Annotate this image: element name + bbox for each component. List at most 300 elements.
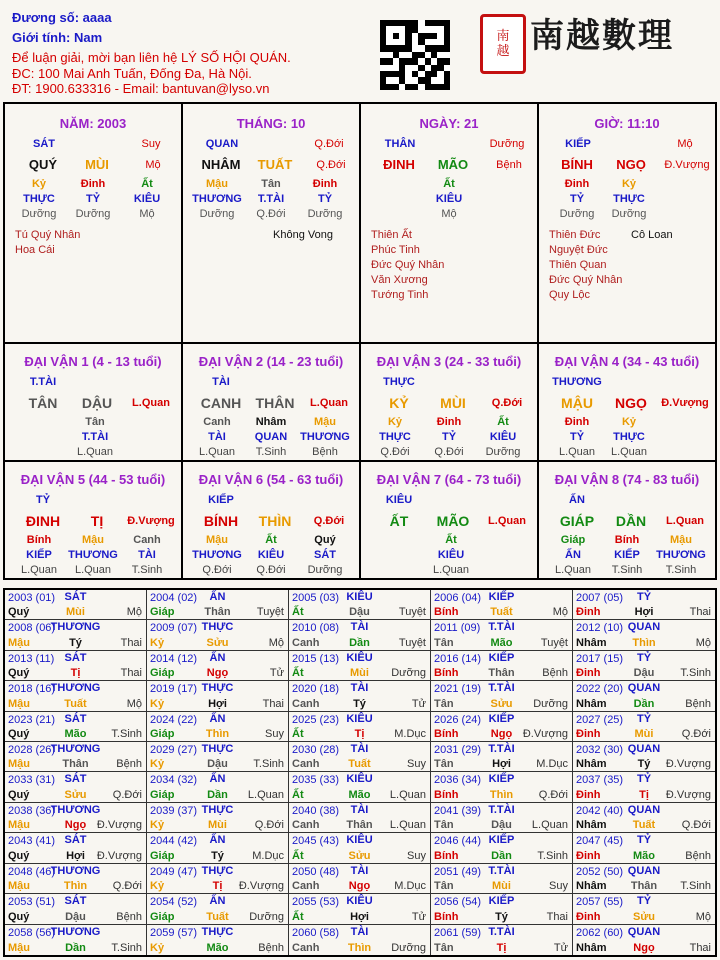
dai-van-hidden-stem: Bính bbox=[614, 534, 640, 546]
year-stage: Q.Đới bbox=[681, 819, 711, 832]
dai-van-cell bbox=[539, 462, 715, 578]
pillar-cell bbox=[539, 104, 715, 344]
red-seal-logo bbox=[480, 14, 526, 74]
pillar-hidden-stem: Ất bbox=[443, 178, 455, 190]
pillar-hidden-stem: Kỷ bbox=[31, 178, 47, 190]
pillar-right-stage: Mộ bbox=[677, 138, 693, 150]
year-stem: Tân bbox=[434, 697, 454, 710]
qr-code-icon[interactable] bbox=[380, 20, 450, 90]
dai-van-hidden-stem: Giáp bbox=[560, 534, 586, 546]
year-branch: Thân bbox=[630, 880, 658, 893]
year-branch: Hợi bbox=[350, 910, 369, 923]
year-branch: Mùi bbox=[492, 880, 511, 893]
year-branch: Sửu bbox=[348, 849, 371, 862]
brand-logo-text: 南越數理 bbox=[530, 16, 674, 56]
year-branch: Tị bbox=[70, 667, 81, 680]
year-cell bbox=[289, 772, 431, 802]
pillar-branch: TUẤT bbox=[257, 157, 293, 172]
year-stage: M.Dục bbox=[536, 758, 568, 771]
year-stem: Ất bbox=[292, 788, 304, 801]
year-stage: Đ.Vượng bbox=[96, 849, 142, 862]
year-stage: Thai bbox=[120, 667, 142, 680]
year-ten-god: ẤN bbox=[209, 651, 226, 664]
year-cell bbox=[573, 772, 715, 802]
dai-van-ten-god: KIẾP bbox=[26, 549, 52, 561]
year-ten-god: THỰC bbox=[201, 803, 234, 816]
year-branch: Ngọ bbox=[64, 819, 87, 832]
year-ten-god: THỰC bbox=[201, 621, 234, 634]
year-stem: Kỷ bbox=[150, 758, 165, 771]
dai-van-star: TÀI bbox=[212, 376, 230, 388]
year-stem: Quý bbox=[8, 728, 30, 741]
year-branch: Tuất bbox=[206, 910, 229, 923]
year-branch: Thân bbox=[346, 819, 373, 832]
dai-van-hidden-stem: Ất bbox=[445, 534, 457, 546]
dai-van-state: L.Quan bbox=[558, 446, 596, 458]
year-stage: Thai bbox=[546, 910, 568, 923]
year-branch: Tuất bbox=[490, 606, 513, 619]
pillar-state: Dưỡng bbox=[199, 208, 235, 220]
year-cell bbox=[5, 864, 147, 894]
header bbox=[0, 0, 720, 98]
year-ten-god: KIẾP bbox=[488, 591, 515, 603]
pillar-state: Dưỡng bbox=[611, 208, 647, 220]
year-cell bbox=[147, 894, 289, 924]
year-stem: Quý bbox=[8, 849, 30, 862]
year-label: 2019 (17) bbox=[150, 683, 198, 696]
year-stage: Mộ bbox=[695, 636, 711, 649]
year-stem: Bính bbox=[434, 728, 459, 741]
year-branch: Tý bbox=[353, 697, 366, 710]
year-label: 2036 (34) bbox=[434, 774, 482, 787]
year-label: 2005 (03) bbox=[292, 592, 340, 604]
year-stage: Mộ bbox=[552, 606, 568, 619]
year-stem: Ất bbox=[292, 910, 304, 923]
year-ten-god: TÀI bbox=[350, 803, 369, 816]
year-ten-god: QUAN bbox=[627, 803, 661, 816]
year-ten-god: THƯƠNG bbox=[50, 621, 101, 634]
year-ten-god: SÁT bbox=[64, 895, 87, 908]
year-branch: Dần bbox=[65, 941, 86, 954]
year-stage: Tuyệt bbox=[540, 636, 568, 649]
year-ten-god: KIẾP bbox=[488, 773, 515, 786]
year-stage: Đ.Vượng bbox=[522, 728, 568, 741]
dai-van-stem: TÂN bbox=[28, 395, 58, 411]
year-stage: T.Sinh bbox=[680, 880, 711, 893]
pillar-state: Dưỡng bbox=[559, 208, 595, 220]
pillar-hidden-stem: Tân bbox=[261, 178, 281, 190]
pillar-state: Q.Đới bbox=[256, 208, 286, 220]
year-branch: Tý bbox=[637, 758, 651, 771]
phone-email-line[interactable]: ĐT: 1900.633316 - Email: bantuvan@lyso.vn bbox=[12, 81, 270, 96]
year-branch: Dậu bbox=[65, 910, 86, 923]
year-cell bbox=[289, 925, 431, 955]
year-stem: Kỷ bbox=[150, 880, 165, 893]
year-ten-god: T.TÀI bbox=[488, 803, 515, 816]
year-ten-god: SÁT bbox=[64, 834, 87, 847]
dai-van-ten-god: TỶ bbox=[569, 431, 585, 443]
year-stage: Suy bbox=[265, 728, 284, 741]
dai-van-title: ĐẠI VẬN 5 (44 - 53 tuổi) bbox=[20, 472, 166, 487]
year-label: 2006 (04) bbox=[434, 592, 482, 604]
pillar-shensha-note: Nguyệt Đức bbox=[549, 244, 608, 256]
year-cell bbox=[573, 712, 715, 742]
pillar-stem: QUÝ bbox=[28, 157, 58, 172]
year-branch: Mão bbox=[633, 849, 655, 862]
year-stage: Mộ bbox=[695, 910, 711, 923]
pillar-right-stage: Dưỡng bbox=[489, 138, 525, 150]
year-stage: Tử bbox=[553, 941, 568, 954]
year-label: 2035 (33) bbox=[292, 774, 340, 787]
year-cell bbox=[5, 742, 147, 772]
year-ten-god: THỰC bbox=[201, 682, 234, 695]
year-cell bbox=[147, 772, 289, 802]
year-ten-god: T.TÀI bbox=[488, 864, 515, 877]
year-stem: Bính bbox=[434, 788, 459, 801]
year-cell bbox=[5, 772, 147, 802]
pillar-hidden-stem: Mậu bbox=[206, 178, 228, 190]
year-stem: Mậu bbox=[8, 880, 30, 893]
year-label: 2046 (44) bbox=[434, 835, 482, 848]
year-stage: Mộ bbox=[126, 697, 142, 710]
year-branch: Ngọ bbox=[348, 880, 371, 893]
dai-van-hidden-stem: Kỷ bbox=[387, 416, 403, 428]
pillar-state: Mộ bbox=[441, 208, 457, 220]
year-cell bbox=[289, 864, 431, 894]
year-stage: Thai bbox=[689, 941, 711, 954]
year-stem: Nhâm bbox=[576, 636, 607, 649]
year-cell bbox=[573, 651, 715, 681]
pillar-ten-god: KIÊU bbox=[133, 193, 161, 205]
year-label: 2040 (38) bbox=[292, 804, 340, 817]
dai-van-state: L.Quan bbox=[74, 564, 112, 576]
seal-char: 越 bbox=[496, 44, 510, 59]
pillar-shensha-note: Đức Quý Nhân bbox=[549, 274, 623, 286]
year-ten-god: ẤN bbox=[209, 591, 226, 603]
year-ten-god: THƯƠNG bbox=[50, 682, 101, 695]
year-label: 2011 (09) bbox=[434, 622, 481, 635]
dai-van-hidden-stem: Quý bbox=[314, 534, 336, 546]
dai-van-branch: DẦN bbox=[615, 513, 647, 529]
pillar-title: GIỜ: 11:10 bbox=[594, 116, 660, 131]
pillar-cell bbox=[361, 104, 539, 344]
dai-van-ten-god: T.TÀI bbox=[81, 431, 109, 443]
year-label: 2026 (24) bbox=[434, 713, 482, 726]
dai-van-stem: ĐINH bbox=[25, 513, 61, 529]
year-branch: Mùi bbox=[634, 728, 654, 741]
year-ten-god: KIÊU bbox=[346, 773, 373, 786]
dai-van-hidden-stem: Canh bbox=[133, 534, 161, 546]
year-stem: Mậu bbox=[8, 697, 30, 710]
pillar-ten-god: TỶ bbox=[569, 193, 585, 205]
year-stem: Tân bbox=[434, 819, 454, 832]
pillar-shensha-note: Đức Quý Nhân bbox=[371, 259, 445, 271]
year-label: 2060 (58) bbox=[292, 926, 340, 939]
dai-van-state: Q.Đới bbox=[380, 446, 410, 458]
dai-van-hidden-stem: Nhâm bbox=[255, 416, 287, 428]
year-cell bbox=[5, 620, 147, 650]
year-stage: Bệnh bbox=[685, 697, 711, 710]
pillar-shensha-note: Hoa Cái bbox=[15, 244, 55, 256]
year-label: 2058 (56) bbox=[8, 926, 56, 939]
year-stem: Nhâm bbox=[576, 697, 607, 710]
year-stage: M.Dục bbox=[394, 880, 426, 893]
dai-van-stage: L.Quan bbox=[666, 515, 704, 527]
year-stage: M.Dục bbox=[252, 849, 284, 862]
dai-van-stage: Đ.Vượng bbox=[661, 397, 709, 409]
year-stem: Ất bbox=[292, 667, 304, 680]
year-cell bbox=[289, 681, 431, 711]
year-ten-god: KIẾP bbox=[488, 895, 515, 908]
pillar-shensha-right: Cô Loan bbox=[631, 229, 673, 241]
year-stage: Q.Đới bbox=[254, 819, 284, 832]
year-stem: Tân bbox=[434, 941, 454, 954]
year-stem: Quý bbox=[8, 667, 30, 680]
year-label: 2055 (53) bbox=[292, 896, 340, 909]
year-label: 2004 (02) bbox=[150, 592, 198, 604]
year-branch: Thân bbox=[488, 667, 515, 680]
dai-van-hidden-stem: Mậu bbox=[82, 534, 104, 546]
year-stage: L.Quan bbox=[247, 788, 284, 801]
year-stem: Mậu bbox=[8, 819, 30, 832]
dai-van-hidden-stem: Ất bbox=[497, 416, 509, 428]
pillar-hidden-stem: Ất bbox=[141, 178, 153, 190]
year-ten-god: THƯƠNG bbox=[50, 925, 101, 938]
year-ten-god: KIÊU bbox=[346, 712, 373, 725]
year-branch: Tuất bbox=[348, 758, 371, 771]
dai-van-state: Dưỡng bbox=[307, 564, 343, 576]
year-label: 2049 (47) bbox=[150, 865, 198, 878]
year-stem: Canh bbox=[292, 636, 320, 649]
year-cell bbox=[147, 864, 289, 894]
year-stage: Q.Đới bbox=[112, 788, 142, 801]
year-branch: Tuất bbox=[64, 697, 87, 710]
year-stage: T.Sinh bbox=[111, 941, 142, 954]
year-stem: Canh bbox=[292, 697, 320, 710]
year-cell bbox=[147, 590, 289, 620]
year-cell bbox=[5, 590, 147, 620]
year-cell bbox=[5, 681, 147, 711]
dai-van-branch: MÙI bbox=[440, 395, 466, 411]
year-stem: Kỷ bbox=[150, 819, 165, 832]
year-ten-god: QUAN bbox=[627, 743, 661, 756]
dai-van-hidden-stem: Kỷ bbox=[621, 416, 637, 428]
year-label: 2059 (57) bbox=[150, 926, 198, 939]
year-ten-god: KIÊU bbox=[346, 895, 373, 908]
year-stem: Kỷ bbox=[150, 697, 165, 710]
pillar-shensha-note: Quy Lộc bbox=[549, 289, 590, 301]
pillar-branch: NGỌ bbox=[616, 157, 646, 172]
dai-van-stem: GIÁP bbox=[559, 513, 595, 529]
year-stem: Kỷ bbox=[150, 636, 165, 649]
year-ten-god: KIÊU bbox=[346, 591, 373, 603]
year-cell bbox=[573, 864, 715, 894]
year-stage: Đ.Vượng bbox=[238, 880, 284, 893]
year-branch: Tý bbox=[495, 910, 508, 923]
pillar-shensha-right: Không Vong bbox=[273, 229, 333, 241]
dai-van-cell bbox=[183, 344, 361, 462]
pillar-cell bbox=[183, 104, 361, 344]
dai-van-title: ĐẠI VẬN 8 (74 - 83 tuổi) bbox=[554, 472, 700, 487]
year-label: 2032 (30) bbox=[576, 744, 624, 757]
year-label: 2003 (01) bbox=[8, 592, 56, 604]
year-label: 2033 (31) bbox=[8, 774, 56, 787]
year-branch: Mão bbox=[348, 788, 371, 801]
year-ten-god: TÀI bbox=[350, 621, 369, 634]
year-ten-god: QUAN bbox=[627, 621, 661, 634]
year-label: 2028 (26) bbox=[8, 744, 56, 757]
dai-van-ten-god: THỰC bbox=[379, 431, 411, 443]
year-label: 2053 (51) bbox=[8, 896, 56, 909]
year-ten-god: TỶ bbox=[636, 591, 652, 603]
year-cell bbox=[573, 925, 715, 955]
year-ten-god: TỶ bbox=[636, 712, 652, 725]
year-cell bbox=[5, 651, 147, 681]
dai-van-state: L.Quan bbox=[20, 564, 58, 576]
dai-van-hidden-stem: Bính bbox=[26, 534, 52, 546]
year-branch: Dần bbox=[633, 697, 655, 710]
year-stage: Q.Đới bbox=[538, 788, 568, 801]
pillar-shensha-note: Phúc Tinh bbox=[371, 244, 420, 256]
year-ten-god: TỶ bbox=[636, 895, 652, 908]
year-stem: Nhâm bbox=[576, 758, 607, 771]
dai-van-stem: MẬU bbox=[561, 395, 593, 411]
year-label: 2054 (52) bbox=[150, 896, 198, 909]
year-branch: Tý bbox=[69, 636, 82, 649]
dai-van-ten-god: TÀI bbox=[138, 549, 156, 561]
dai-van-cell bbox=[361, 344, 539, 462]
year-branch: Hợi bbox=[66, 849, 85, 862]
pillar-branch: MÙI bbox=[85, 157, 109, 172]
year-branch: Thìn bbox=[347, 941, 372, 954]
pillar-star: THÂN bbox=[384, 138, 416, 150]
year-ten-god: TỶ bbox=[636, 651, 652, 664]
year-label: 2008 (06) bbox=[8, 622, 56, 635]
year-cell bbox=[147, 651, 289, 681]
year-stage: Q.Đới bbox=[681, 728, 711, 741]
pillar-stage: Bệnh bbox=[496, 159, 522, 171]
dai-van-branch: THÌN bbox=[258, 513, 292, 529]
year-label: 2038 (36) bbox=[8, 804, 56, 817]
year-label: 2048 (46) bbox=[8, 865, 56, 878]
year-stem: Đinh bbox=[576, 910, 601, 923]
year-stem: Giáp bbox=[150, 606, 175, 619]
year-stage: M.Dục bbox=[394, 728, 426, 741]
year-stage: Thai bbox=[262, 697, 284, 710]
dai-van-star: T.TÀI bbox=[29, 376, 57, 388]
dai-van-state: T.Sinh bbox=[255, 446, 287, 458]
year-cell bbox=[573, 620, 715, 650]
dai-van-cell bbox=[5, 462, 183, 578]
year-ten-god: ẤN bbox=[209, 834, 226, 847]
year-stem: Đinh bbox=[576, 788, 601, 801]
dai-van-branch: THÂN bbox=[255, 395, 295, 411]
pillar-shensha-note: Tú Quý Nhân bbox=[15, 229, 81, 241]
year-label: 2047 (45) bbox=[576, 835, 624, 848]
year-branch: Thìn bbox=[63, 880, 88, 893]
year-stem: Giáp bbox=[150, 728, 175, 741]
year-cell bbox=[289, 833, 431, 863]
year-label: 2043 (41) bbox=[8, 835, 56, 848]
year-stem: Ất bbox=[292, 849, 304, 862]
year-stage: Đ.Vượng bbox=[96, 819, 142, 832]
dai-van-ten-god: QUAN bbox=[254, 431, 288, 443]
year-stage: Suy bbox=[549, 880, 568, 893]
dai-van-title: ĐẠI VẬN 3 (24 - 33 tuổi) bbox=[376, 354, 522, 369]
dai-van-title: ĐẠI VẬN 6 (54 - 63 tuổi) bbox=[198, 472, 344, 487]
year-stage: Dưỡng bbox=[391, 941, 426, 954]
pillar-right-stage: Q.Đới bbox=[314, 138, 344, 150]
pillar-stem: NHÂM bbox=[201, 157, 241, 172]
contact-line: Để luận giải, mời bạn liên hệ LÝ SỐ HỘI QUÁN. bbox=[12, 50, 291, 65]
year-ten-god: SÁT bbox=[64, 591, 87, 603]
year-label: 2050 (48) bbox=[292, 865, 340, 878]
year-branch: Ngọ bbox=[490, 728, 513, 741]
pillar-shensha-note: Thiên Đức bbox=[549, 229, 601, 241]
pillar-stem: ĐINH bbox=[383, 157, 415, 172]
year-cell bbox=[431, 925, 573, 955]
dai-van-hidden-stem: Tân bbox=[85, 416, 105, 428]
pillar-hidden-stem: Đinh bbox=[80, 178, 106, 190]
dai-van-ten-god: TỶ bbox=[441, 431, 457, 443]
dai-van-state: L.Quan bbox=[432, 564, 470, 576]
year-stem: Canh bbox=[292, 819, 320, 832]
dai-van-cell bbox=[539, 344, 715, 462]
year-ten-god: TỶ bbox=[636, 834, 652, 847]
year-ten-god: TÀI bbox=[350, 925, 369, 938]
year-stem: Nhâm bbox=[576, 880, 607, 893]
year-stem: Giáp bbox=[150, 667, 175, 680]
year-ten-god: ẤN bbox=[209, 712, 226, 725]
pillar-hidden-stem: Đinh bbox=[564, 178, 590, 190]
year-label: 2045 (43) bbox=[292, 835, 340, 848]
year-label: 2052 (50) bbox=[576, 865, 624, 878]
year-stem: Quý bbox=[8, 606, 30, 619]
year-stage: Thai bbox=[120, 636, 142, 649]
year-branch: Tị bbox=[212, 880, 223, 893]
year-label: 2010 (08) bbox=[292, 622, 340, 635]
year-stage: L.Quan bbox=[531, 819, 568, 832]
year-stem: Bính bbox=[434, 606, 459, 619]
year-label: 2013 (11) bbox=[8, 652, 55, 665]
year-cell bbox=[5, 803, 147, 833]
year-branch: Mão bbox=[64, 728, 87, 741]
year-ten-god: ẤN bbox=[209, 895, 226, 908]
year-cell bbox=[573, 803, 715, 833]
year-branch: Mùi bbox=[208, 819, 227, 832]
year-branch: Tị bbox=[496, 941, 507, 954]
dai-van-state: T.Sinh bbox=[665, 564, 697, 576]
dai-van-state: T.Sinh bbox=[131, 564, 163, 576]
year-label: 2021 (19) bbox=[434, 683, 482, 696]
year-ten-god: T.TÀI bbox=[488, 743, 515, 756]
year-stage: Suy bbox=[407, 849, 426, 862]
year-cell bbox=[431, 620, 573, 650]
year-stem: Nhâm bbox=[576, 819, 607, 832]
year-cell bbox=[573, 590, 715, 620]
pillar-title: NĂM: 2003 bbox=[59, 116, 127, 131]
year-cell bbox=[5, 712, 147, 742]
year-branch: Dậu bbox=[633, 667, 655, 680]
year-label: 2024 (22) bbox=[150, 713, 198, 726]
year-label: 2034 (32) bbox=[150, 774, 198, 787]
year-branch: Mùi bbox=[350, 667, 369, 680]
dai-van-star: TỶ bbox=[35, 494, 51, 506]
dai-van-star: KIẾP bbox=[208, 494, 234, 506]
year-stem: Giáp bbox=[150, 788, 175, 801]
dai-van-ten-god: ẤN bbox=[565, 549, 581, 561]
dai-van-star: THƯƠNG bbox=[552, 376, 602, 388]
